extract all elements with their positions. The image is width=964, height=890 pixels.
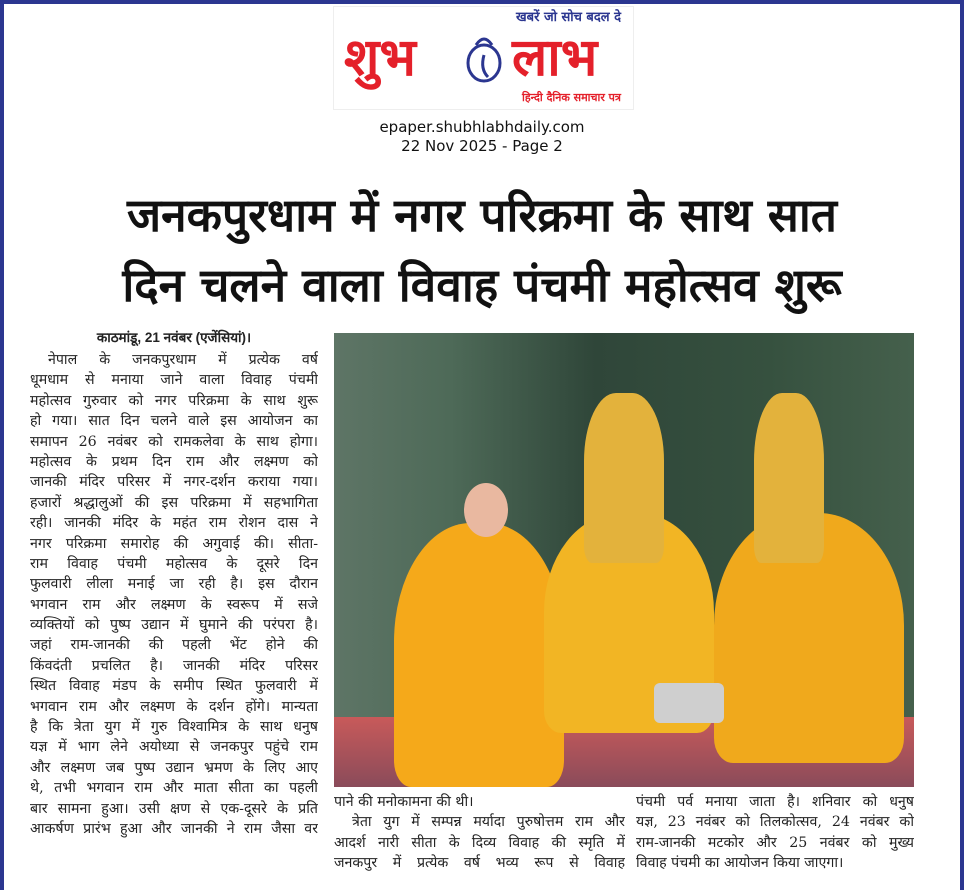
article-text-line: राम-जानकी मटकोर और 25 नवंबर को मुख्य: [636, 834, 914, 851]
subtagline: हिन्दी दैनिक समाचार पत्र: [521, 91, 621, 104]
article-text-line: नेपाल के जनकपुरधाम में प्रत्येक वर्ष: [48, 352, 318, 368]
article-text-line: जानकी मंदिर परिसर में नगर-दर्शन कराया गया।: [30, 474, 318, 491]
logo-wordmark-left: शुभ: [344, 27, 416, 88]
headline-line: दिन चलने वाला विवाह पंचमी महोत्सव शुरू: [122, 258, 842, 312]
article-text-line: जहां राम-जानकी की पहली भेंट होने की: [30, 637, 318, 654]
article-column-3: [636, 792, 914, 874]
edition-info: [0, 118, 964, 156]
tagline: खबरें जो सोच बदल दे: [516, 10, 621, 25]
article-text-line: बार सामना हुआ। उसी क्षण से एक-दूसरे के प्रति: [30, 800, 318, 817]
article-column-2: [334, 792, 625, 874]
epaper-url: epaper.shubhlabhdaily.com: [379, 118, 585, 136]
article-text-line: आदर्श नारी सीता के दिव्य विवाह की स्मृति में: [334, 834, 625, 851]
article-photo: [334, 333, 914, 787]
article-column-1: [30, 328, 318, 839]
article-text-line: धूमधाम से मनाया जाने वाला विवाह पंचमी: [30, 372, 318, 389]
article-text-line: स्थित विवाह मंडप के समीप स्थित फुलवारी में: [30, 678, 318, 695]
article-text-line: यज्ञ, 23 नवंबर को तिलकोत्सव, 24 नवंबर को: [636, 814, 914, 831]
headline: [20, 180, 944, 320]
article-text-line: किंवदंती प्रचलित है। जानकी मंदिर परिसर: [30, 657, 318, 674]
article-text-line: राम विवाह पंचमी महोत्सव के दूसरे दिन: [30, 555, 318, 572]
dateline: काठमांडू, 21 नवंबर (एजेंसियां)।: [96, 330, 252, 345]
article-text-line: भगवान राम और लक्ष्मण के दर्शन होंगे। मान्यता: [30, 698, 318, 715]
article-text-line: यज्ञ में भाग लेने अयोध्या से जनकपुर पहुंचे राम: [30, 739, 318, 756]
article-text-line: फुलवारी लीला मनाई जा रही है। इस दौरान: [30, 576, 318, 593]
article-text-line: भगवान राम और लक्ष्मण के स्वरूप में सजे: [30, 596, 318, 613]
article-text-line: विवाह पंचमी का आयोजन किया जाएगा।: [636, 855, 844, 872]
article-text-line: महोत्सव गुरुवार को नगर परिक्रमा के साथ शुरू: [30, 392, 318, 409]
article-text-line: हो गया। सात दिन चलने वाले इस आयोजन का: [30, 413, 318, 430]
article-text-line: और लक्ष्मण जब पुष्प उद्यान भ्रमण के लिए आए: [30, 759, 318, 776]
article-text-line: आकर्षण प्रारंभ हुआ और जानकी ने राम जैसा वर: [30, 820, 318, 837]
article-text-line: समापन 26 नवंबर को रामकलेवा के साथ होगा।: [30, 433, 318, 450]
masthead-logo: [333, 6, 634, 110]
article-text-line: महोत्सव के प्रथम दिन राम और लक्ष्मण को: [30, 453, 318, 470]
article-text-line: पंचमी पर्व मनाया जाता है। शनिवार को धनुष: [636, 794, 914, 810]
article-text-line: जनकपुर में प्रत्येक वर्ष भव्य रूप से विवाह: [334, 855, 625, 872]
article-text-line: थे, तभी भगवान राम और माता सीता का पहली: [30, 780, 318, 797]
article-text-line: पाने की मनोकामना की थी।: [334, 794, 474, 810]
article-text-line: नगर परिक्रमा समारोह की अगुवाई की। सीता-: [30, 535, 318, 552]
article-text-line: व्यक्तियों को पुष्प उद्यान में घुमाने की परंपरा है।: [30, 617, 318, 634]
edition-date: 22 Nov 2025 - Page 2: [401, 137, 563, 155]
article-text-line: है कि त्रेता युग में गुरु विश्वामित्र के साथ धनुष: [30, 719, 318, 736]
ganesh-icon: [462, 33, 506, 85]
headline-line: जनकपुरधाम में नगर परिक्रमा के साथ सात: [126, 188, 838, 242]
article-text-line: त्रेता युग में सम्पन्न मर्यादा पुरुषोत्तम राम और: [352, 814, 625, 831]
logo-wordmark-right: लाभ: [512, 27, 598, 88]
article-text-line: रही। जानकी मंदिर के महंत राम रोशन दास ने: [30, 515, 318, 532]
article-text-line: हजारों श्रद्धालुओं की इस परिक्रमा में सहभागिता: [30, 494, 318, 511]
